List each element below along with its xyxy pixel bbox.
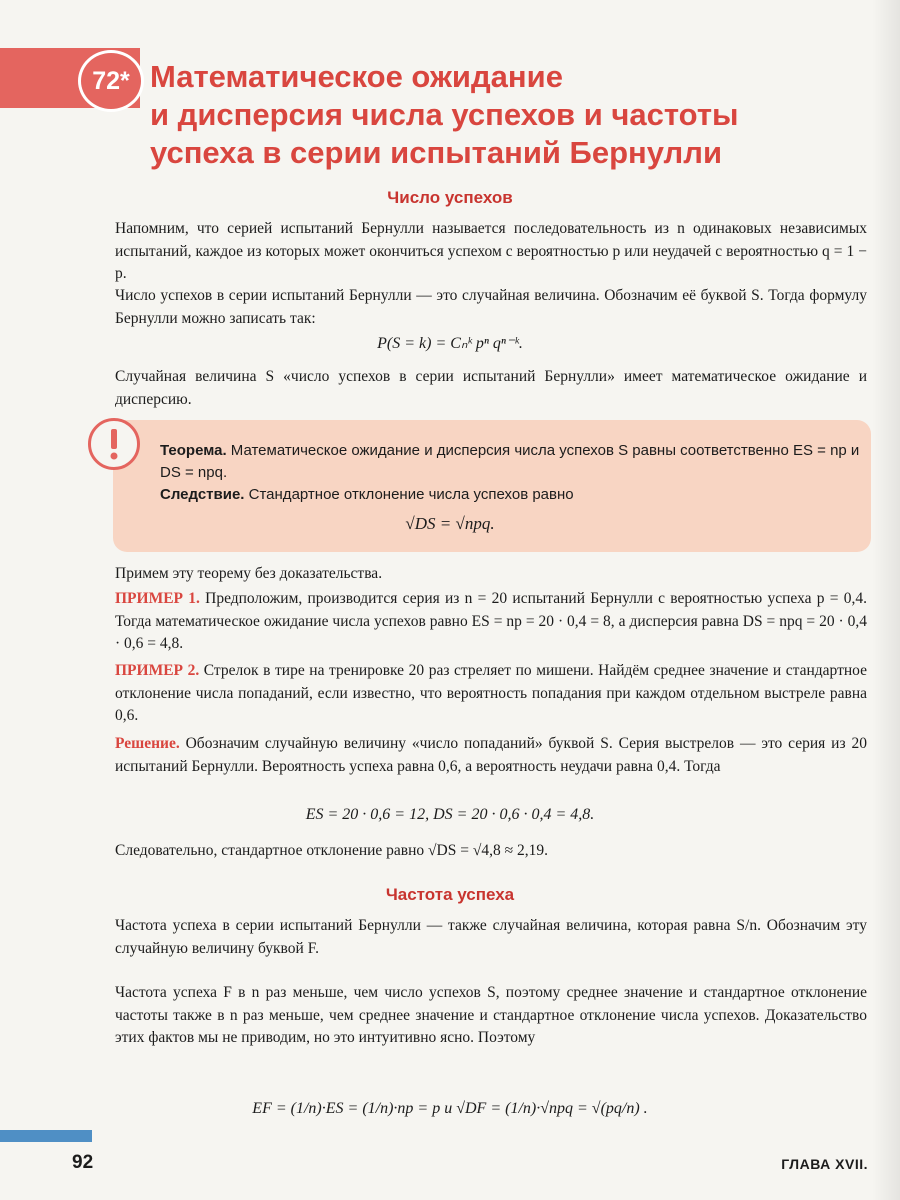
exclamation-glyph-icon [91,421,137,467]
solution-label: Решение. [115,735,180,752]
formula-bernoulli: P(S = k) = Cₙᵏ pⁿ qⁿ⁻ᵏ. [377,335,523,352]
section-heading-successes: Число успехов [387,188,513,207]
paragraph-std-result: Следовательно, стандартное отклонение равно √DS = √4,8 ≈ 2,19. [115,842,548,859]
example-1-text: Предположим, производится серия из n = 20 испытаний Бернулли с вероятностью успеха p = 0,4. Тогда математическое ожидание числа успехов равно ES = np = 20 · 0,4 = 8, а дисперсия равна DS = npq = 20 · 0,4 · 0,6 = 4,8. [115,590,867,652]
formula-solution: ES = 20 · 0,6 = 12, DS = 20 · 0,6 · 0,4 = 4,8. [305,806,595,823]
page-number: 92 [72,1152,94,1173]
solution [115,733,867,778]
example-2-label: ПРИМЕР 2. [115,662,200,679]
corollary-text: Стандартное отклонение числа успехов равно [244,486,574,503]
formula-std-deviation: √DS = √npq. [405,514,495,533]
paragraph-frequency-properties: Частота успеха F в n раз меньше, чем число успехов S, поэтому среднее значение и стандартное отклонение частоты также в n раз меньше, чем среднее значение и стандартное отклонение числа успехов. Доказательство этих фактов мы не приводим, но это интуитивно ясно. Поэтому [115,984,867,1046]
theorem-text: Математическое ожидание и дисперсия числа успехов S равны соответственно ES = np и DS = npq. [160,442,860,481]
page-edge-shadow [872,0,900,1200]
corollary-label: Следствие. [160,486,245,503]
paragraph-accept-theorem: Примем эту теорему без доказательства. [115,565,383,582]
lesson-number-badge: 72* [78,50,144,112]
page-title [150,58,870,172]
theorem-label: Теорема. [160,442,227,459]
formula-frequency: EF = (1/n)·ES = (1/n)·np = p и √DF = (1/n)·√npq = √(pq/n) . [252,1100,648,1117]
footer-accent-bar [0,1130,92,1142]
title-line: успеха в серии испытаний Бернулли [150,135,723,170]
section-heading-frequency: Частота успеха [385,885,515,904]
example-1 [115,588,867,656]
example-1-label: ПРИМЕР 1. [115,590,200,607]
paragraph-successes-variable: Число успехов в серии испытаний Бернулли — это случайная величина. Обозначим её буквой S. Тогда формулу Бернулли можно записать так: [115,287,867,327]
title-line: Математическое ожидание [150,59,563,94]
example-2-text: Стрелок в тире на тренировке 20 раз стреляет по мишени. Найдём среднее значение и стандартное отклонение числа попаданий, если известно, что вероятность попадания при каждом отдельном выстреле равна 0,6. [115,662,867,724]
theorem-statement [160,440,860,484]
title-line: и дисперсия числа успехов и частоты [150,97,739,132]
corollary-statement [160,484,860,506]
paragraph-frequency-definition: Частота успеха в серии испытаний Бернулли — также случайная величина, которая равна S/n. Обозначим эту случайную величину буквой F. [115,917,867,957]
chapter-label: ГЛАВА XVII. [781,1156,868,1172]
paragraph-expectation-intro: Случайная величина S «число успехов в серии испытаний Бернулли» имеет математическое ожидание и дисперсию. [115,368,867,408]
exclamation-icon [88,418,140,470]
solution-text: Обозначим случайную величину «число попаданий» буквой S. Серия выстрелов — это серия из 20 испытаний Бернулли. Вероятность успеха равна 0,6, а вероятность неудачи равна 0,4. Тогда [115,735,867,775]
paragraph-bernoulli-definition: Напомним, что серией испытаний Бернулли называется последовательность из n одинаковых независимых испытаний, каждое из которых может окончиться успехом с вероятностью p или неудачей с вероятностью q = 1 − p. [115,220,867,282]
example-2 [115,660,867,728]
